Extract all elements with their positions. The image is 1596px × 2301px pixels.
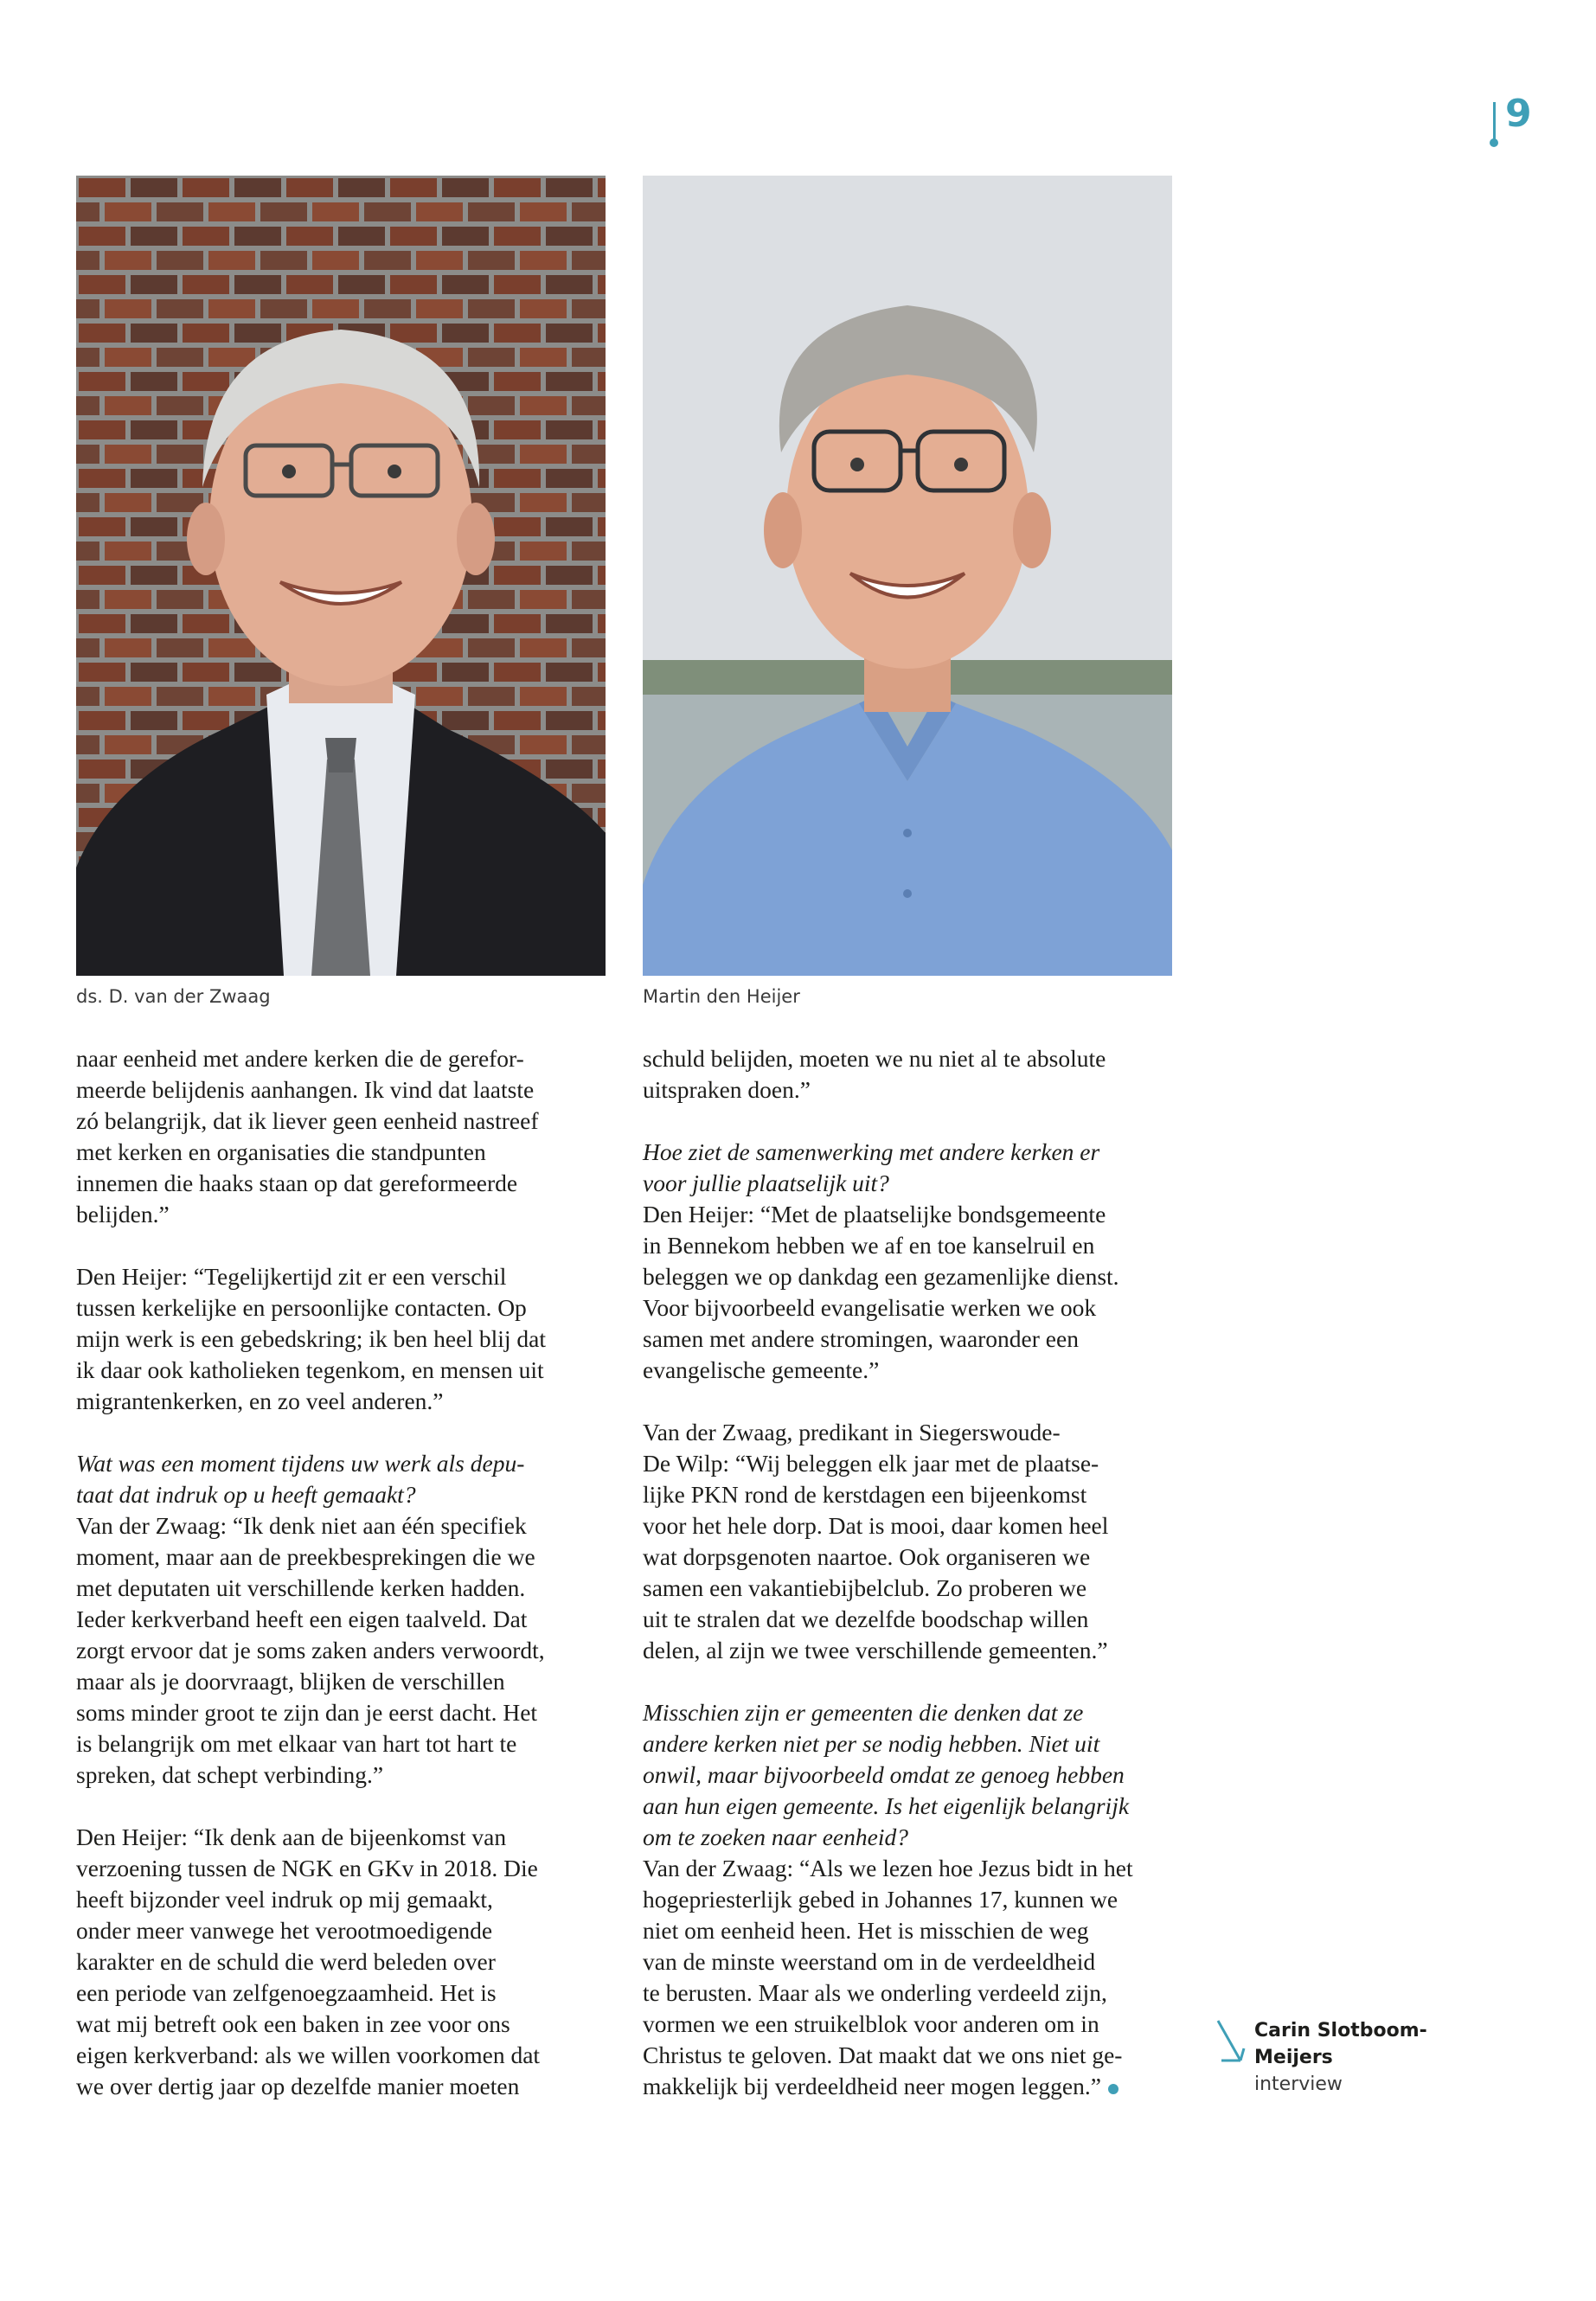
end-of-article-dot-icon	[1108, 2084, 1118, 2094]
interview-question: Hoe ziet de samenwerking met andere kerken er voor jullie plaatselijk uit?	[643, 1138, 1100, 1196]
paragraph: naar eenheid met andere kerken die de gerefor- meerde belijdenis aanhangen. Ik vind dat laatste zó belangrijk, dat ik liever geen eenheid nastreef met kerken en organisaties die standpunten innemen die haaks staan op dat gereformeerde belijden.”	[76, 1045, 539, 1227]
final-paragraph-text: Van der Zwaag: “Als we lezen hoe Jezus bidt in het hogepriesterlijk gebed in Johannes 17, kunnen we niet om eenheid heen. Het is misschien de weg van de minste weerstand om in de verdeeldheid te berusten. Maar als we onderling verdeeld zijn, vormen we een struikelblok voor anderen om in Christus te geloven. Dat maakt dat we ons niet ge- makkelijk bij verdeeldheid neer mogen leggen.”	[643, 1855, 1133, 2099]
paragraph: Den Heijer: “Ik denk aan de bijeenkomst van verzoening tussen de NGK en GKv in 2018. Die heeft bijzonder veel indruk op mij gemaakt, onder meer vanwege het verootmoedigende karakter en de schuld die werd beleden over een periode van zelfgenoegzaamheid. Het is wat mij betreft ook een baken in zee voor ons eigen kerkverband: als we willen voorkomen dat we over dertig jaar op dezelfde manier moeten	[76, 1823, 541, 2099]
paragraph: Den Heijer: “Tegelijkertijd zit er een verschil tussen kerkelijke en persoonlijke contacten. Op mijn werk is een gebedskring; ik ben heel blij dat ik daar ook katholieken tegenkom, en mensen uit migrantenkerken, en zo veel anderen.”	[76, 1263, 546, 1414]
paragraph: Van der Zwaag, predikant in Siegerswoude- De Wilp: “Wij beleggen elk jaar met de plaatse- lijke PKN rond de kerstdagen een bijeenkomst voor het hele dorp. Dat is mooi, daar komen heel wat dorpsgenoten naartoe. Ook organiseren we samen een vakantiebijbelclub. Zo proberen we uit te stralen dat we dezelfde boodschap willen delen, al zijn we twee verschillende gemeenten.”	[643, 1419, 1109, 1663]
portrait-photo-den-heijer	[643, 176, 1172, 976]
byline-arrow-icon	[1215, 2017, 1249, 2069]
page-number	[1490, 92, 1550, 149]
paragraph: Van der Zwaag: “Ik denk niet aan één specifiek moment, maar aan de preekbesprekingen die we met deputaten uit verschillende kerken hadden. Ieder kerkverband heeft een eigen taalveld. Dat zorgt ervoor dat je soms zaken anders verwoordt, maar als je doorvraagt, blijken de verschillen soms minder groot te zijn dan je eerst dacht. Het is belangrijk om met elkaar van hart tot hart te spreken, dat schept verbinding.”	[76, 1512, 545, 1788]
paragraph-final	[643, 1853, 1172, 2102]
portrait-photo-van-der-zwaag	[76, 176, 606, 976]
page-number-dot	[1490, 138, 1498, 147]
article-column-right	[643, 1043, 1172, 2102]
photo-caption-right: Martin den Heijer	[643, 986, 800, 1007]
page-number-bar	[1493, 102, 1496, 140]
photo-caption-left: ds. D. van der Zwaag	[76, 986, 271, 1007]
author-name: Carin Slotboom- Meijers	[1254, 2020, 1427, 2068]
article-column-left	[76, 1043, 606, 2102]
interview-question: Misschien zijn er gemeenten die denken dat ze andere kerken niet per se nodig hebben. Niet uit onwil, maar bijvoorbeeld omdat ze genoeg hebben aan hun eigen gemeente. Is het eigenlijk belangrijk om te zoeken naar eenheid?	[643, 1699, 1130, 1850]
paragraph: schuld belijden, moeten we nu niet al te absolute uitspraken doen.”	[643, 1045, 1106, 1103]
interview-question: Wat was een moment tijdens uw werk als depu- taat dat indruk op u heeft gemaakt?	[76, 1450, 525, 1508]
author-role: interview	[1254, 2073, 1343, 2095]
paragraph: Den Heijer: “Met de plaatselijke bondsgemeente in Bennekom hebben we af en toe kanselruil en beleggen we op dankdag een gezamenlijke dienst. Voor bijvoorbeeld evangelisatie werken we ook samen met andere stromingen, waaronder een evangelische gemeente.”	[643, 1201, 1119, 1383]
page-number-text: 9	[1505, 92, 1532, 136]
